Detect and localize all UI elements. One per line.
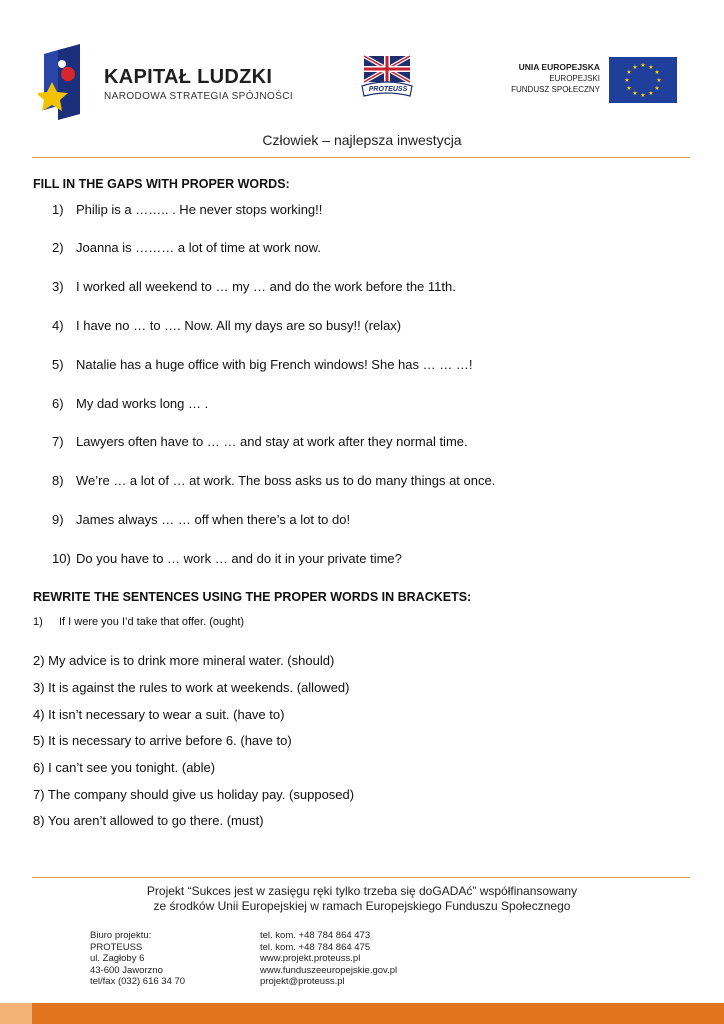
item-text: Natalie has a huge office with big French windows! She has … … …! (76, 357, 473, 372)
footer-address-line: ul. Zagłoby 6 (90, 953, 145, 964)
svg-text:★: ★ (654, 69, 660, 76)
footer-address (90, 930, 185, 988)
svg-text:★: ★ (640, 62, 646, 69)
list-item (52, 512, 350, 527)
svg-text:★: ★ (648, 90, 654, 97)
item-number: 10) (52, 551, 71, 566)
list-item (33, 616, 244, 628)
svg-text:★: ★ (624, 77, 630, 84)
item-text: I worked all weekend to … my … and do the work before the 11th. (76, 279, 456, 294)
list-item (52, 357, 472, 372)
footer-contact-line: tel. kom. +48 784 864 475 (260, 941, 371, 953)
footer-project-line-2: ze środków Unii Europejskiej w ramach Europejskiego Funduszu Społecznego (153, 899, 571, 913)
item-number: 1) (33, 616, 43, 628)
item-number: 3) (52, 279, 64, 294)
item-text: Philip is a …….. . He never stops working!! (76, 202, 323, 217)
svg-text:★: ★ (648, 64, 654, 71)
eu-line-2: EUROPEJSKI (549, 74, 600, 83)
svg-text:★: ★ (632, 64, 638, 71)
list-item (52, 202, 322, 217)
footer-project-line-1: Projekt “Sukces jest w zasięgu ręki tylko trzeba się doGADAć” współfinansowany (146, 884, 578, 898)
rewrite-item: 4) It isn’t necessary to wear a suit. (have to) (33, 707, 285, 722)
footer-contact-line: www.funduszeeuropejskie.gov.pl (260, 964, 398, 976)
item-number: 8) (52, 473, 64, 488)
svg-text:★: ★ (626, 69, 632, 76)
rewrite-item: 2) My advice is to drink more mineral water. (should) (33, 653, 335, 668)
footer-contact-line: projekt@proteuss.pl (260, 976, 345, 987)
list-item (52, 240, 321, 255)
eu-line-3: FUNDUSZ SPOŁECZNY (511, 85, 600, 94)
footer-bar-accent (0, 1003, 32, 1024)
svg-text:★: ★ (640, 92, 646, 99)
rewrite-item: 6) I can’t see you tonight. (able) (33, 760, 216, 775)
item-text: Lawyers often have to … … and stay at work after they normal time. (76, 434, 468, 449)
rewrite-item: 7) The company should give us holiday pay. (supposed) (33, 787, 355, 802)
item-number: 5) (52, 357, 64, 372)
svg-text:★: ★ (632, 90, 638, 97)
footer-address-line: 43-600 Jaworzno (90, 964, 163, 976)
item-number: 6) (52, 396, 64, 411)
list-item (52, 396, 208, 411)
eu-line-1: UNIA EUROPEJSKA (518, 62, 600, 72)
item-text: My dad works long … . (76, 396, 209, 411)
list-item (52, 318, 401, 333)
list-item (52, 434, 468, 449)
item-number: 2) (52, 240, 64, 255)
svg-text:★: ★ (654, 85, 660, 92)
item-number: 9) (52, 512, 64, 527)
section2-heading: REWRITE THE SENTENCES USING THE PROPER WORDS IN BRACKETS: (33, 590, 472, 604)
footer-contact-line: tel. kom. +48 784 864 473 (260, 930, 371, 941)
footer-project-text (0, 884, 724, 914)
footer-address-line: PROTEUSS (90, 941, 143, 953)
svg-text:★: ★ (656, 77, 662, 84)
rewrite-item: 5) It is necessary to arrive before 6. (have to) (33, 733, 292, 748)
kapital-ludzki-subtitle: NARODOWA STRATEGIA SPÓJNOŚCI (104, 91, 294, 102)
section1-heading: FILL IN THE GAPS WITH PROPER WORDS: (33, 177, 290, 191)
item-text: If I were you I’d take that offer. (ought) (59, 616, 245, 628)
item-text: I have no … to …. Now. All my days are so busy!! (relax) (76, 318, 402, 333)
svg-text:★: ★ (626, 85, 632, 92)
footer-contact (260, 930, 397, 988)
header-divider (32, 157, 690, 158)
item-text: Do you have to … work … and do it in your private time? (76, 551, 402, 566)
item-number: 1) (52, 202, 64, 217)
eu-text-block (490, 62, 600, 95)
kapital-ludzki-logo-icon (38, 44, 94, 120)
proteuss-logo-icon (356, 52, 418, 104)
footer-contact-line: www.projekt.proteuss.pl (260, 953, 361, 964)
footer-divider (32, 877, 690, 878)
footer-address-line: tel/fax (032) 616 34 70 (90, 976, 186, 987)
proteuss-label: PROTEUSS (368, 86, 408, 93)
list-item (52, 473, 495, 488)
item-number: 7) (52, 434, 64, 449)
item-text: We’re … a lot of … at work. The boss asks us to do many things at once. (76, 473, 496, 488)
item-number: 4) (52, 318, 64, 333)
item-text: James always … … off when there’s a lot to do! (76, 512, 351, 527)
slogan: Człowiek – najlepsza inwestycja (262, 132, 462, 148)
footer-orange-bar (0, 1003, 724, 1024)
item-text: Joanna is ……… a lot of time at work now. (76, 240, 321, 255)
list-item (52, 551, 402, 566)
footer-address-line: Biuro projektu: (90, 930, 152, 941)
rewrite-item: 8) You aren’t allowed to go there. (must) (33, 813, 264, 828)
rewrite-item: 3) It is against the rules to work at weekends. (allowed) (33, 680, 350, 695)
kapital-ludzki-title: KAPITAŁ LUDZKI (104, 66, 273, 88)
eu-flag-icon (609, 57, 677, 103)
list-item (52, 279, 456, 294)
